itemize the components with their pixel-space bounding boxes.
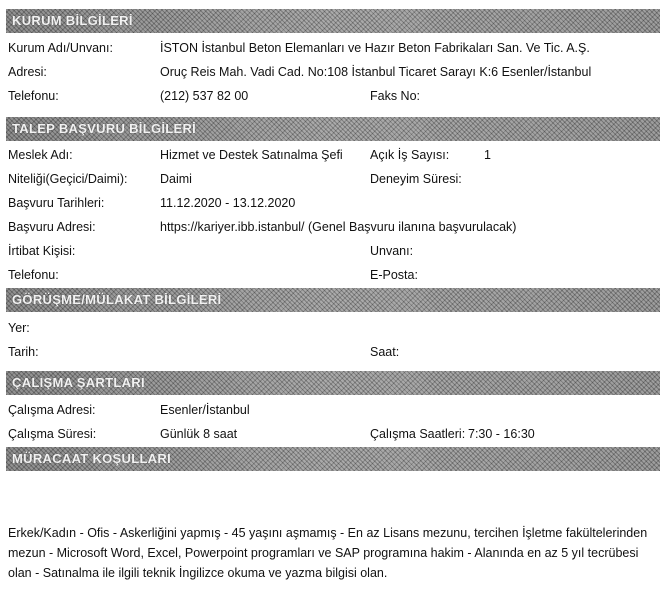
section-header-calisma bbox=[6, 371, 660, 395]
label-faks: Faks No: bbox=[370, 89, 421, 103]
label-calisma-adres: Çalışma Adresi: bbox=[8, 403, 96, 417]
label-kurum-telefon: Telefonu: bbox=[8, 89, 59, 103]
section-header-kurum bbox=[6, 9, 660, 33]
section-title-kurum: KURUM BİLGİLERİ bbox=[12, 13, 133, 28]
value-calisma-saat: 7:30 - 16:30 bbox=[468, 427, 535, 441]
label-calisma-sure: Çalışma Süresi: bbox=[8, 427, 97, 441]
value-meslek: Hizmet ve Destek Satınalma Şefi bbox=[160, 148, 343, 162]
label-unvan: Unvanı: bbox=[370, 244, 414, 258]
row-talep-telefon bbox=[8, 265, 660, 285]
section-title-gorusme: GÖRÜŞME/MÜLAKAT BİLGİLERİ bbox=[12, 292, 222, 307]
row-kurum-adi bbox=[8, 38, 660, 58]
row-basvuru-adres bbox=[8, 217, 660, 237]
section-title-talep: TALEP BAŞVURU BİLGİLERİ bbox=[12, 121, 197, 136]
label-eposta: E-Posta: bbox=[370, 268, 418, 282]
row-gorusme-tarih bbox=[8, 342, 660, 362]
value-basvuru-tarih: 11.12.2020 - 13.12.2020 bbox=[160, 196, 296, 210]
label-basvuru-adres: Başvuru Adresi: bbox=[8, 220, 96, 234]
label-irtibat: İrtibat Kişisi: bbox=[8, 244, 76, 258]
value-kurum-telefon: (212) 537 82 00 bbox=[160, 89, 249, 103]
label-meslek: Meslek Adı: bbox=[8, 148, 73, 162]
label-talep-telefon: Telefonu: bbox=[8, 268, 59, 282]
muracaat-text: Erkek/Kadın - Ofis - Askerliğini yapmış - 45 yaşını aşmamış - En az Lisans mezunu, tercihen İşletme fakültelerinden mezun - Microsoft Word, Excel, Powerpoint programları ve SAP programına hakim - Alanında en az 5 yıl tecrübesi olan - Satınalma ile ilgili teknik İngilizce okuma ve yazma bilgisi olan. bbox=[8, 526, 648, 580]
row-meslek bbox=[8, 145, 660, 165]
section-header-muracaat bbox=[6, 447, 660, 471]
label-nitelik: Niteliği(Geçici/Daimi): bbox=[8, 172, 128, 186]
value-calisma-adres: Esenler/İstanbul bbox=[160, 403, 250, 417]
row-kurum-adres bbox=[8, 62, 660, 82]
row-kurum-telefon bbox=[8, 86, 660, 106]
label-kurum-adres: Adresi: bbox=[8, 65, 47, 79]
value-kurum-adi: İSTON İstanbul Beton Elemanları ve Hazır Beton Fabrikaları San. Ve Tic. A.Ş. bbox=[160, 41, 590, 55]
label-deneyim: Deneyim Süresi: bbox=[370, 172, 462, 186]
value-acik-is: 1 bbox=[484, 148, 491, 162]
label-kurum-adi: Kurum Adı/Unvanı: bbox=[8, 41, 113, 55]
section-title-muracaat: MÜRACAAT KOŞULLARI bbox=[12, 451, 171, 466]
row-irtibat bbox=[8, 241, 660, 261]
section-header-talep bbox=[6, 117, 660, 141]
section-title-calisma: ÇALIŞMA ŞARTLARI bbox=[12, 375, 145, 390]
label-calisma-saat: Çalışma Saatleri: bbox=[370, 427, 466, 441]
value-kurum-adres: Oruç Reis Mah. Vadi Cad. No:108 İstanbul Ticaret Sarayı K:6 Esenler/İstanbul bbox=[160, 65, 592, 79]
label-yer: Yer: bbox=[8, 321, 30, 335]
label-gorusme-tarih: Tarih: bbox=[8, 345, 39, 359]
value-calisma-sure: Günlük 8 saat bbox=[160, 427, 238, 441]
section-header-gorusme bbox=[6, 288, 660, 312]
row-nitelik bbox=[8, 169, 660, 189]
label-saat: Saat: bbox=[370, 345, 400, 359]
row-basvuru-tarih bbox=[8, 193, 660, 213]
row-calisma-adres bbox=[8, 400, 660, 420]
row-calisma-sure bbox=[8, 424, 660, 444]
value-nitelik: Daimi bbox=[160, 172, 192, 186]
label-basvuru-tarih: Başvuru Tarihleri: bbox=[8, 196, 105, 210]
value-basvuru-adres[interactable]: https://kariyer.ibb.istanbul/ (Genel Başvuru ilanına başvurulacak) bbox=[160, 220, 517, 234]
row-yer bbox=[8, 318, 660, 338]
label-acik-is: Açık İş Sayısı: bbox=[370, 148, 450, 162]
